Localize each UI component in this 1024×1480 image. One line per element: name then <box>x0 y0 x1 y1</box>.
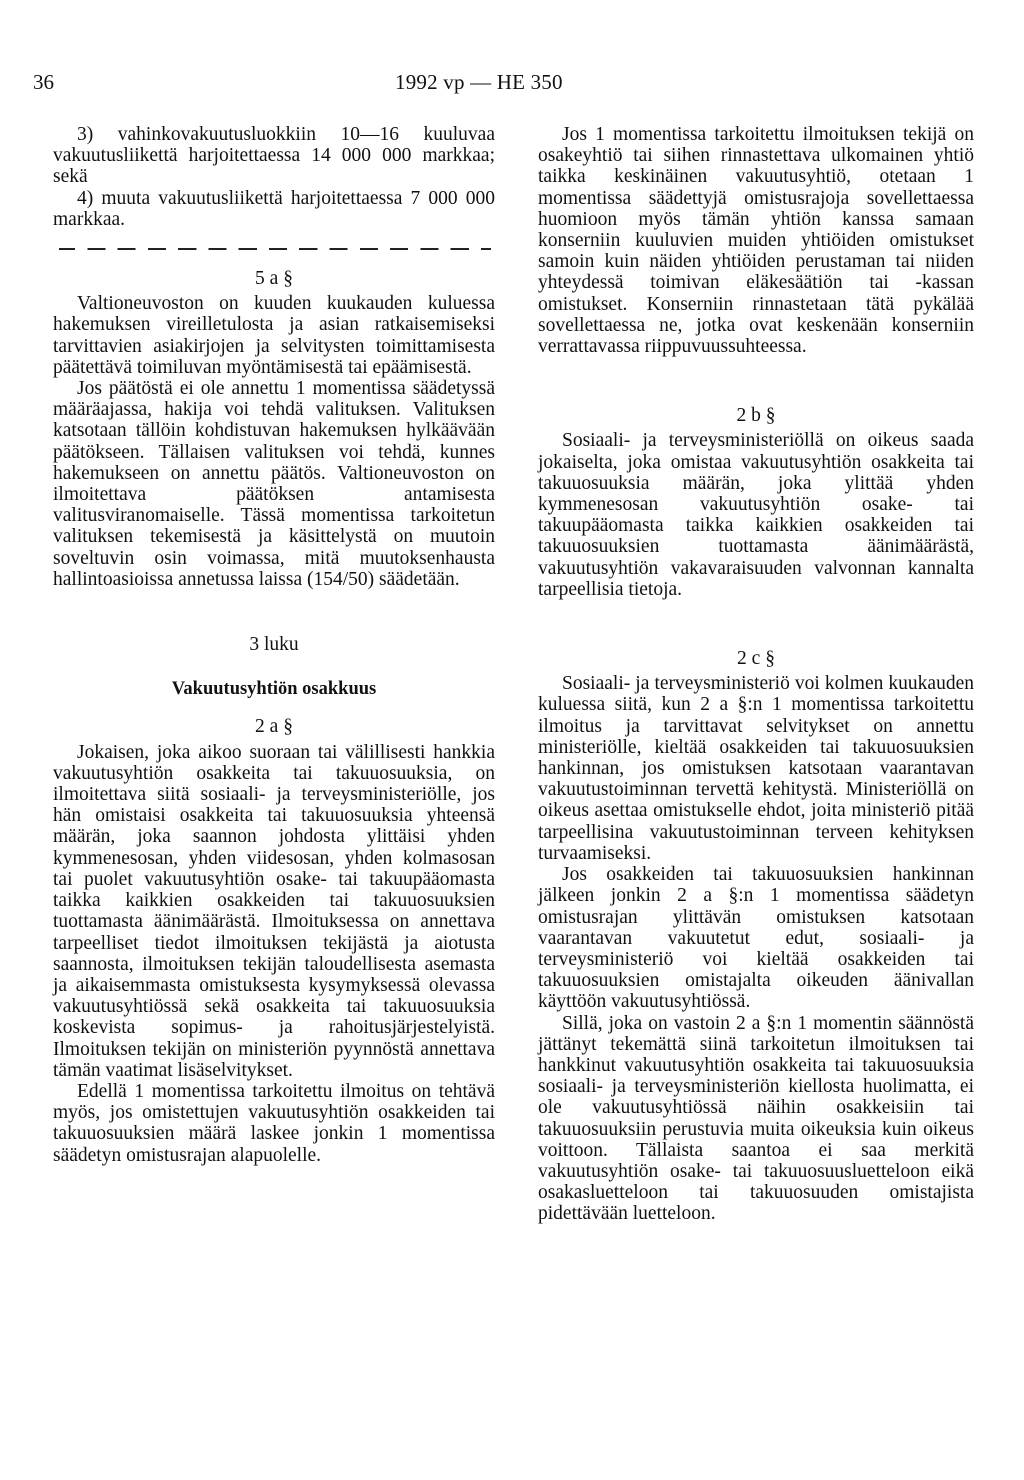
paragraph-2a-3: Jos 1 momentissa tarkoitettu ilmoituksen tekijä on osakeyhtiö tai siihen rinnastettava ulkomainen yhtiö taikka keskinäinen vakuutusyhtiö, otetaan 1 momentissa säädettyjä omistusrajoja sovellettaessa huomioon myös tämän yhtiön kanssa samaan konserniin kuuluvien muiden yhtiöiden omistukset samoin kuin näiden yhtiöiden perustaman tai niiden yhteydessä toimivan eläkesäätiön tai -kassan omistukset. Konserniin rinnastetaan tätä pykälää sovellettaessa ne, jotka ovat keskenään konserniin verrattavassa riippuvuussuhteessa. <box>538 124 974 358</box>
paragraph-5a-2: Jos päätöstä ei ole annettu 1 momentissa säädetyssä määräajassa, hakija voi tehdä valituksen. Valituksen katsotaan tällöin kohdistuvan hakemuksen hylkäävään päätökseen. Tällaisen valituksen voi tehdä, kunnes hakemukseen on annettu päätös. Valtioneuvoston on ilmoitettava päätöksen antamisesta valitusviranomaiselle. Tässä momentissa tarkoitetun valituksen tekemisestä ja käsittelystä on muutoin soveltuvin osin voimassa, mitä muutoksenhausta hallintoasioissa annetussa laissa (154/50) säädetään. <box>53 378 495 590</box>
section-heading-2b: 2 b § <box>736 405 776 427</box>
chapter-title: Vakuutusyhtiön osakkuus <box>171 679 377 700</box>
paragraph-2c-3: Sillä, joka on vastoin 2 a §:n 1 momentin säännöstä jättänyt tekemättä siinä tarkoitetun ilmoituksen tai hankkinut vakuutusyhtiön osakkeita tai takuuosuuksia sosiaali- ja terveysministeriön kiellosta huolimatta, ei ole vakuutusyhtiössä näihin osakkeisiin tai takuuosuuksiin perustuvia muita oikeuksia kuin oikeus voittoon. Tällaista saantoa ei saa merkitä vakuutusyhtiön osake- tai takuuosuusluetteloon eikä osakasluetteloon tai takuuosuuden omistajista pidettävään luetteloon. <box>538 1012 974 1225</box>
paragraph-2c-1: Sosiaali- ja terveysministeriö voi kolmen kuukauden kuluessa siitä, kun 2 a §:n 1 momentissa tarkoitettu ilmoitus ja tarvittavat selvitykset on annettu ministeriölle, kieltää osakkeiden tai takuuosuuksien hankinnan, jos omistuksen katsotaan vaarantavan vakuutustoiminnan tervettä kehitystä. Ministeriöllä on oikeus asettaa omistukselle ehdot, joita ministeriö pitää tarpeellisina vakuutustoiminnan terveen kehityksen turvaamiseksi. <box>538 673 974 864</box>
paragraph-insurance-class-10-16: 3) vahinkovakuutusluokkiin 10—16 kuuluvaa vakuutusliikettä harjoitettaessa 14 000 000 markkaa; sekä <box>53 124 495 188</box>
paragraph-2c-2: Jos osakkeiden tai takuuosuuksien hankinnan jälkeen jonkin 2 a §:n 1 momentissa säädetyn omistusrajan ylittävän omistuksen katsotaan vaarantavan vakuutetut edut, sosiaali- ja terveysministeriö voi kieltää osakkeiden tai takuuosuuksien omistajalta oikeuden äänivallan käyttöön vakuutusyhtiössä. <box>538 864 974 1013</box>
right-column <box>538 124 974 1225</box>
chapter-number: 3 luku <box>249 634 299 656</box>
page-number: 36 <box>33 70 54 94</box>
paragraph-2a-1: Jokaisen, joka aikoo suoraan tai välillisesti hankkia vakuutusyhtiön osakkeita tai takuuosuuksia, on ilmoitettava siitä sosiaali- ja terveysministeriölle, jos hän omistaisi osakkeita tai takuuosuuksia yhteensä määrän, joka saannon johdosta ylittäisi yhden kymmenesosan, yhden viidesosan, yhden kolmasosan tai puolet vakuutusyhtiön osake- tai takuupääomasta taikka kaikkien osakkeiden tai takuuosuuksien tuottamasta äänimäärästä. Ilmoituksessa on annettava tarpeelliset tiedot ilmoituksen tekijästä ja aiotusta saannosta, ilmoituksen tekijän taloudellisesta asemasta ja aikaisemmasta omistuksesta kysymyksessä olevassa vakuutusyhtiössä sekä osakkeita tai takuuosuuksia koskevista sopimus- ja rahoitusjärjestelyistä. Ilmoituksen tekijän on ministeriön pyynnöstä annettava tämän vaatimat lisäselvitykset. <box>53 741 495 1081</box>
paragraph-5a-1: Valtioneuvoston on kuuden kuukauden kuluessa hakemuksen vireilletulosta ja asian ratkaisemiseksi tarvittavien asiakirjojen ja selvitysten toimittamisesta päätettävä toimiluvan myöntämisestä tai epäämisestä. <box>53 293 495 378</box>
section-heading-5a: 5 a § <box>255 268 293 290</box>
left-column <box>53 124 495 1166</box>
paragraph-other-insurance: 4) muuta vakuutusliikettä harjoitettaessa 7 000 000 markkaa. <box>53 187 495 230</box>
paragraph-2b-1: Sosiaali- ja terveysministeriöllä on oikeus saada jokaiselta, joka omistaa vakuutusyhtiön osakkeita tai takuuosuuksia määrän, joka ylittää yhden kymmenesosan vakuutusyhtiön osake- tai takuupääomasta taikka kaikkien osakkeiden tai takuuosuuksien tuottamasta äänimäärästä, vakuutusyhtiön vakavaraisuuden valvonnan kannalta tarpeellisia tietoja. <box>538 430 974 600</box>
paragraph-2a-2: Edellä 1 momentissa tarkoitettu ilmoitus on tehtävä myös, jos omistettujen vakuutusyhtiön osakkeiden tai takuuosuuksien määrä laskee jonkin 1 momentissa säädetyn omistusrajan alapuolelle. <box>53 1080 495 1166</box>
section-heading-2c: 2 c § <box>737 648 775 670</box>
running-head: 1992 vp — HE 350 <box>395 70 563 94</box>
section-heading-2a: 2 a § <box>255 716 293 738</box>
omission-dashed-line <box>59 248 491 250</box>
